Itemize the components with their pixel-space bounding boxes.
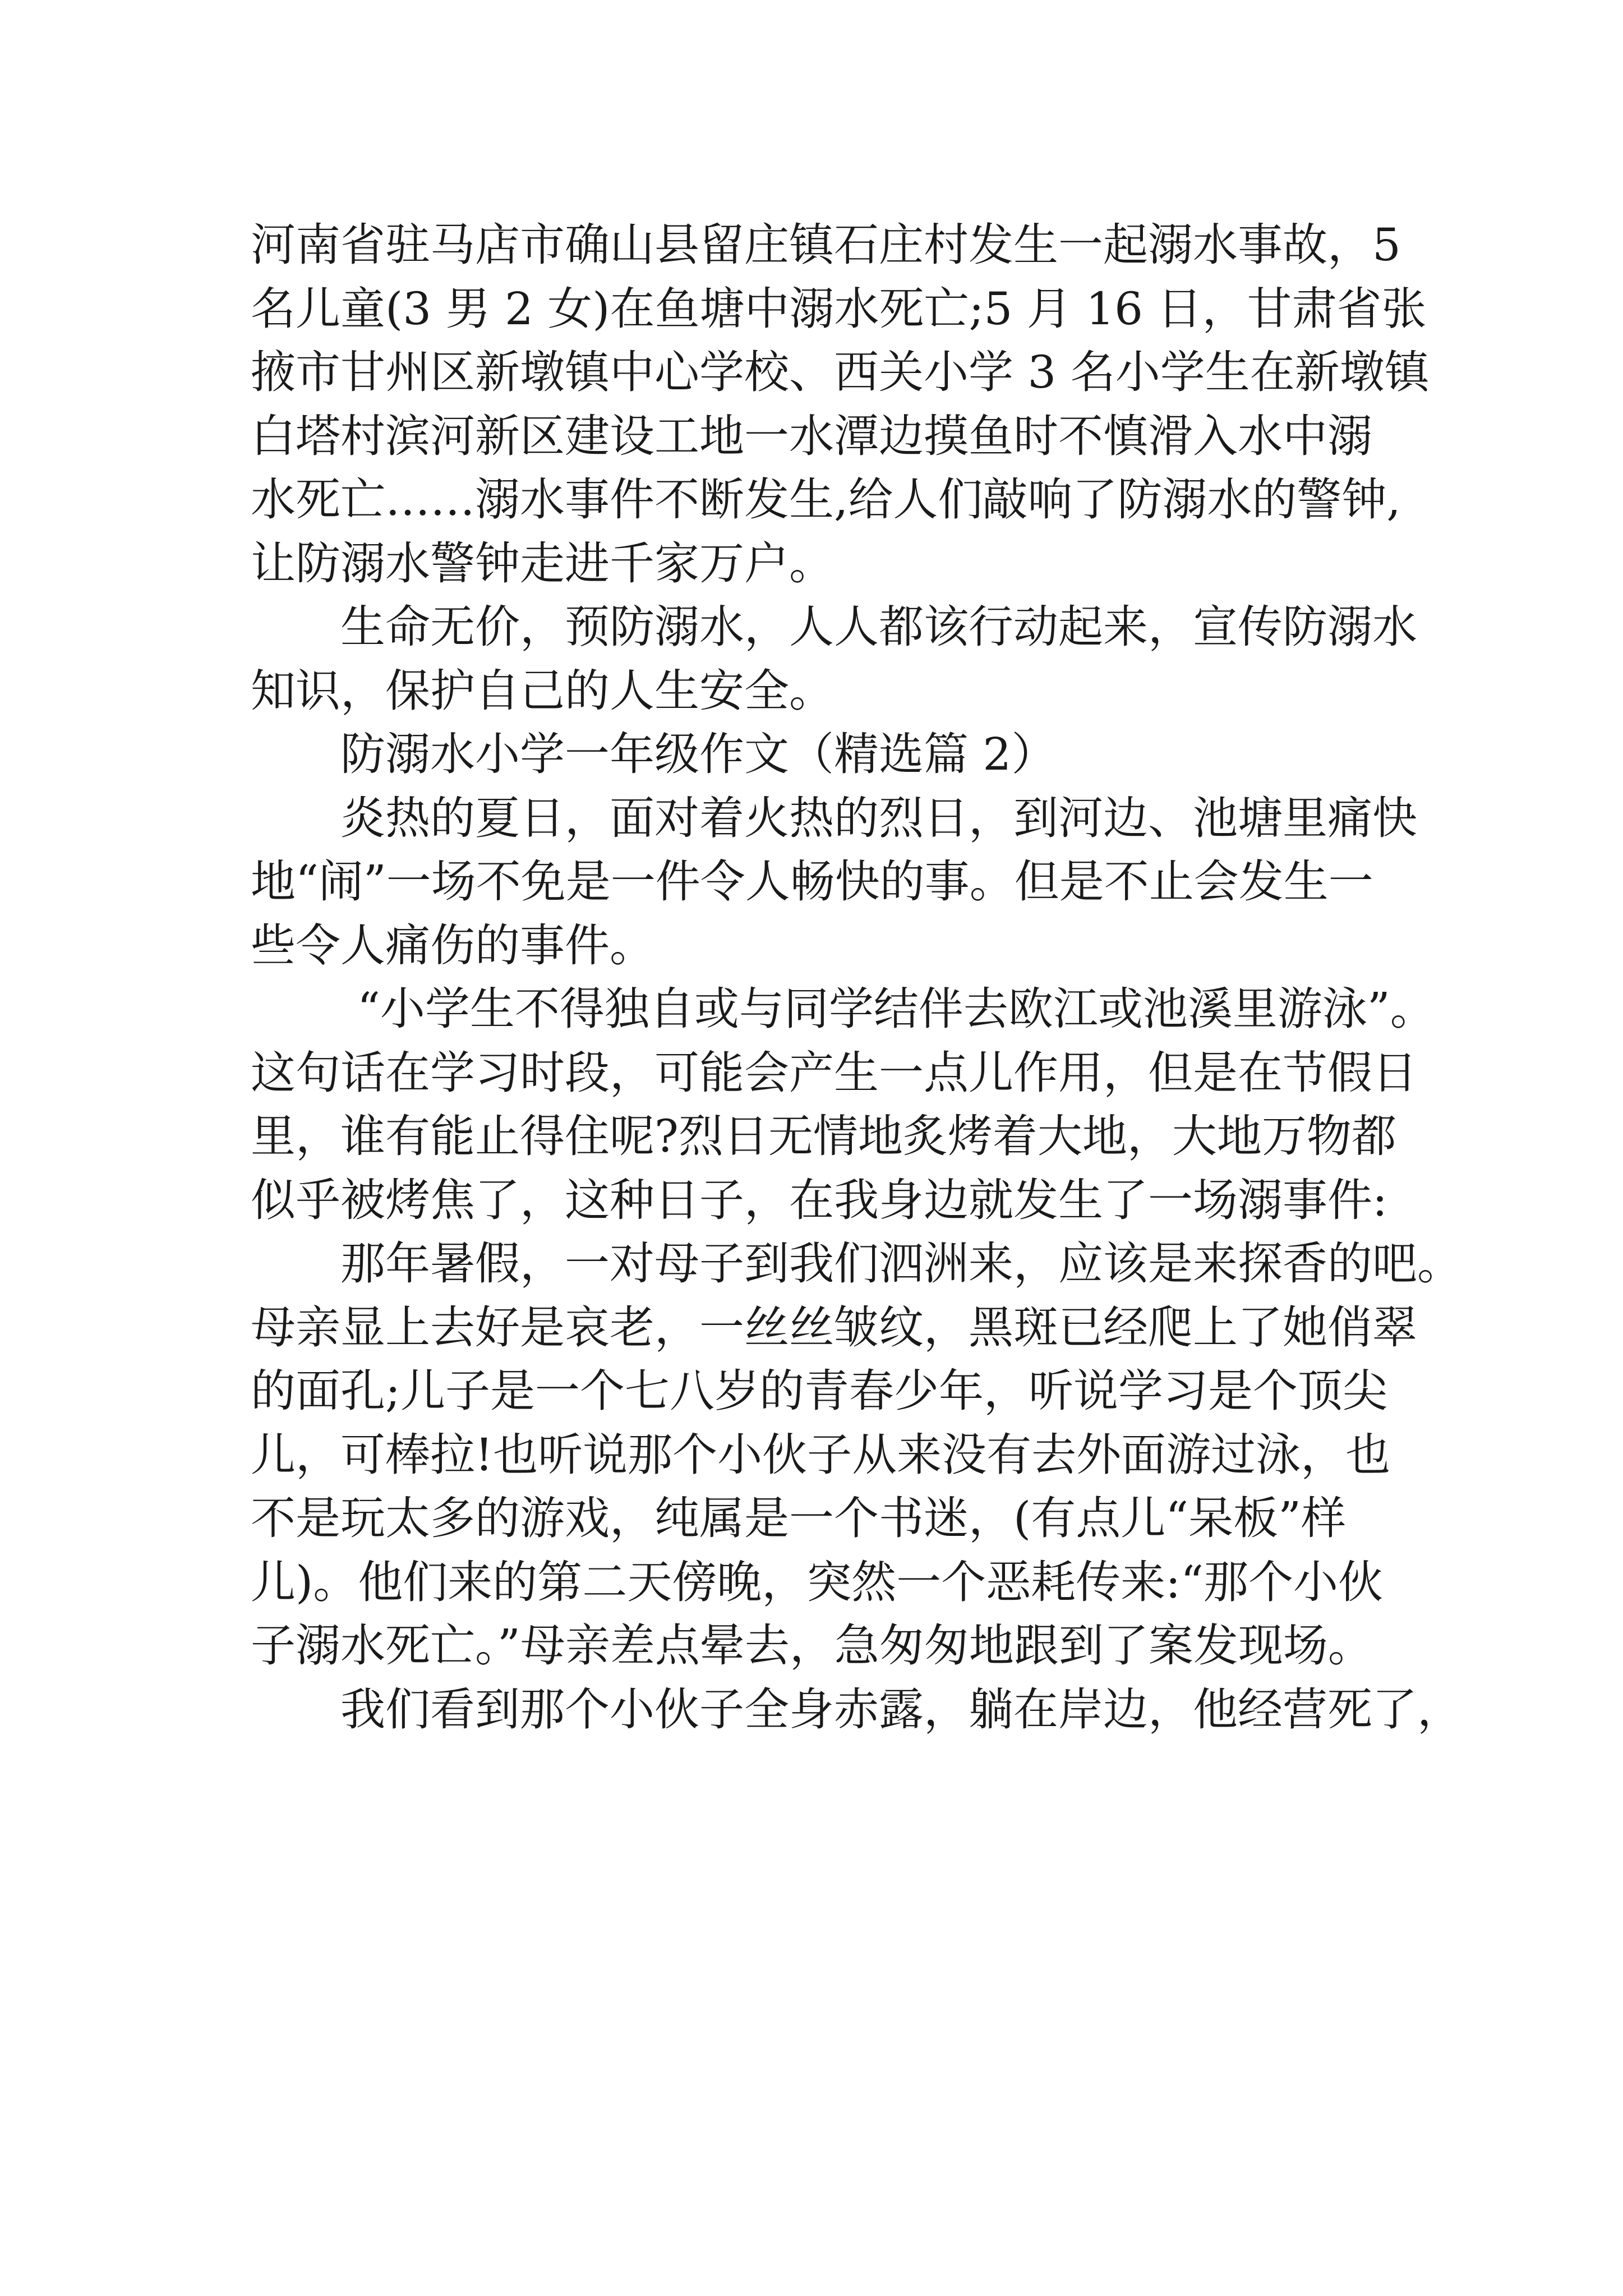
text-line: 河南省驻马店市确山县留庄镇石庄村发生一起溺水事故，5 (251, 219, 1401, 271)
text-line: 的面孔;儿子是一个七八岁的青春少年，听说学习是个顶尖 (251, 1365, 1387, 1417)
text-line: 知识，保护自己的人生安全。 (251, 664, 834, 717)
text-line: 些令人痛伤的事件。 (251, 919, 654, 972)
text-line: 里，谁有能止得住呢?烈日无情地炙烤着大地，大地万物都 (251, 1110, 1396, 1162)
text-line: 白塔村滨河新区建设工地一水潭边摸鱼时不慎滑入水中溺 (251, 409, 1372, 462)
text-line: 水死亡……溺水事件不断发生,给人们敲响了防溺水的警钟, (251, 473, 1401, 526)
text-line: 让防溺水警钟走进千家万户。 (251, 537, 834, 590)
text-line: 子溺水死亡。”母亲差点晕去，急匆匆地跟到了案发现场。 (251, 1619, 1373, 1672)
paragraph-first-line: 那年暑假，一对母子到我们泗洲来，应该是来探香的吧。 (340, 1237, 1462, 1290)
paragraph-first-line: “小学生不得独自或与同学结伴去欧江或池溪里游泳”。 (357, 983, 1435, 1035)
text-line: 名儿童(3 男 2 女)在鱼塘中溺水死亡;5 月 16 日，甘肃省张 (251, 282, 1427, 335)
text-line: 似乎被烤焦了，这种日子，在我身边就发生了一场溺事件: (251, 1174, 1387, 1226)
paragraph-first-line: 炎热的夏日，面对着火热的烈日，到河边、池塘里痛快 (340, 792, 1417, 844)
document-body (251, 213, 1462, 1741)
text-line: 地“闹”一场不免是一件令人畅快的事。但是不止会发生一 (251, 855, 1373, 908)
section-heading: 防溺水小学一年级作文（精选篇 2） (340, 728, 1057, 780)
paragraph-first-line: 我们看到那个小伙子全身赤露，躺在岸边，他经营死了， (340, 1683, 1462, 1736)
text-line: 母亲显上去好是哀老，一丝丝皱纹，黑斑已经爬上了她俏翠 (251, 1301, 1417, 1354)
text-line: 掖市甘州区新墩镇中心学校、西关小学 3 名小学生在新墩镇 (251, 346, 1430, 398)
paragraph-first-line: 生命无价，预防溺水，人人都该行动起来，宣传防溺水 (340, 601, 1417, 653)
text-line: 儿)。他们来的第二天傍晚，突然一个恶耗传来:“那个小伙 (251, 1556, 1384, 1608)
text-line: 儿，可棒拉!也听说那个小伙子从来没有去外面游过泳，也 (251, 1428, 1391, 1481)
text-line: 这句话在学习时段，可能会产生一点儿作用，但是在节假日 (251, 1046, 1417, 1099)
text-line: 不是玩太多的游戏，纯属是一个书迷，(有点儿“呆板”样 (251, 1492, 1347, 1544)
